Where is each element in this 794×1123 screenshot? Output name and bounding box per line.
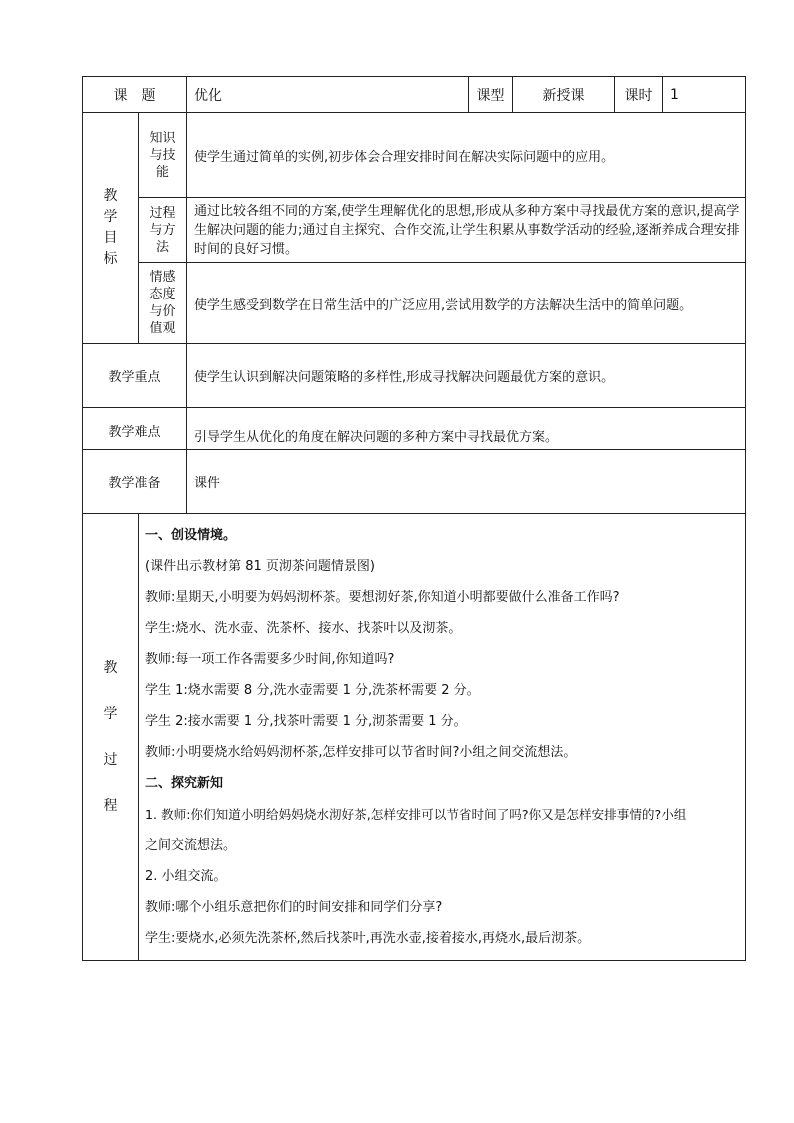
process-line: 之间交流想法。 [145,838,237,853]
process-line: (课件出示教材第 81 页沏茶问题情景图) [145,559,375,574]
process-line: 教师:哪个小组乐意把你们的时间安排和同学们分享? [145,900,443,915]
emotion-text: 使学生感受到数学在日常生活中的广泛应用,尝试用数学的方法解决生活中的简单问题。 [187,263,746,344]
process-line: 学生 1:烧水需要 8 分,洗水壶需要 1 分,洗茶杯需要 2 分。 [145,683,480,698]
section-heading: 一、创设情境。 [145,528,237,543]
process-line: 学生 2:接水需要 1 分,找茶叶需要 1 分,沏茶需要 1 分。 [145,714,467,729]
process-section-row [83,514,746,961]
section-heading: 二、探究新知 [145,776,224,791]
topic-label: 课 题 [83,77,187,113]
hours-label: 课时 [615,77,663,113]
difficulties-text: 引导学生从优化的角度在解决问题的多种方案中寻找最优方案。 [187,408,746,450]
type-value: 新授课 [513,77,615,113]
preparation-text: 课件 [187,450,746,514]
objective-knowledge-row [83,113,746,198]
objective-emotion-row [83,263,746,344]
preparation-label: 教学准备 [83,450,187,514]
process-section-content [139,514,746,961]
process-line: 教师:小明要烧水给妈妈沏杯茶,怎样安排可以节省时间?小组之间交流想法。 [145,745,577,760]
key-points-text: 使学生认识到解决问题策略的多样性,形成寻找解决问题最优方案的意识。 [187,344,746,408]
objective-process-row [83,198,746,263]
difficulties-row [83,408,746,450]
process-line: 教师:每一项工作各需要多少时间,你知道吗? [145,652,395,667]
lesson-plan-table [82,76,746,961]
hours-value: 1 [663,77,746,113]
process-line: 学生:烧水、洗水壶、洗茶杯、接水、找茶叶以及沏茶。 [145,621,462,636]
header-row [83,77,746,113]
topic-value: 优化 [187,77,469,113]
process-section-label: 教 学 过 程 [83,514,139,961]
objectives-group-label: 教 学 目 标 [83,113,139,344]
key-points-row [83,344,746,408]
knowledge-label: 知识 与技 能 [139,113,187,198]
process-line: 1. 教师:你们知道小明给妈妈烧水沏好茶,怎样安排可以节省时间了吗?你又是怎样安排事情的?小组 [145,807,687,822]
knowledge-text: 使学生通过简单的实例,初步体会合理安排时间在解决实际问题中的应用。 [187,113,746,198]
process-line: 教师:星期天,小明要为妈妈沏杯茶。要想沏好茶,你知道小明都要做什么准备工作吗? [145,590,620,605]
difficulties-label: 教学难点 [83,408,187,450]
process-text: 通过比较各组不同的方案,使学生理解优化的思想,形成从多种方案中寻找最优方案的意识,提高学生解决问题的能力;通过自主探究、合作交流,让学生积累从事数学活动的经验,逐渐养成合理安排时间的良好习惯。 [187,198,746,263]
key-points-label: 教学重点 [83,344,187,408]
emotion-label: 情感 态度 与价 值观 [139,263,187,344]
process-label: 过程 与方 法 [139,198,187,263]
process-line: 2. 小组交流。 [145,869,227,884]
type-label: 课型 [469,77,513,113]
process-line: 学生:要烧水,必须先洗茶杯,然后找茶叶,再洗水壶,接着接水,再烧水,最后沏茶。 [145,931,591,946]
preparation-row [83,450,746,514]
